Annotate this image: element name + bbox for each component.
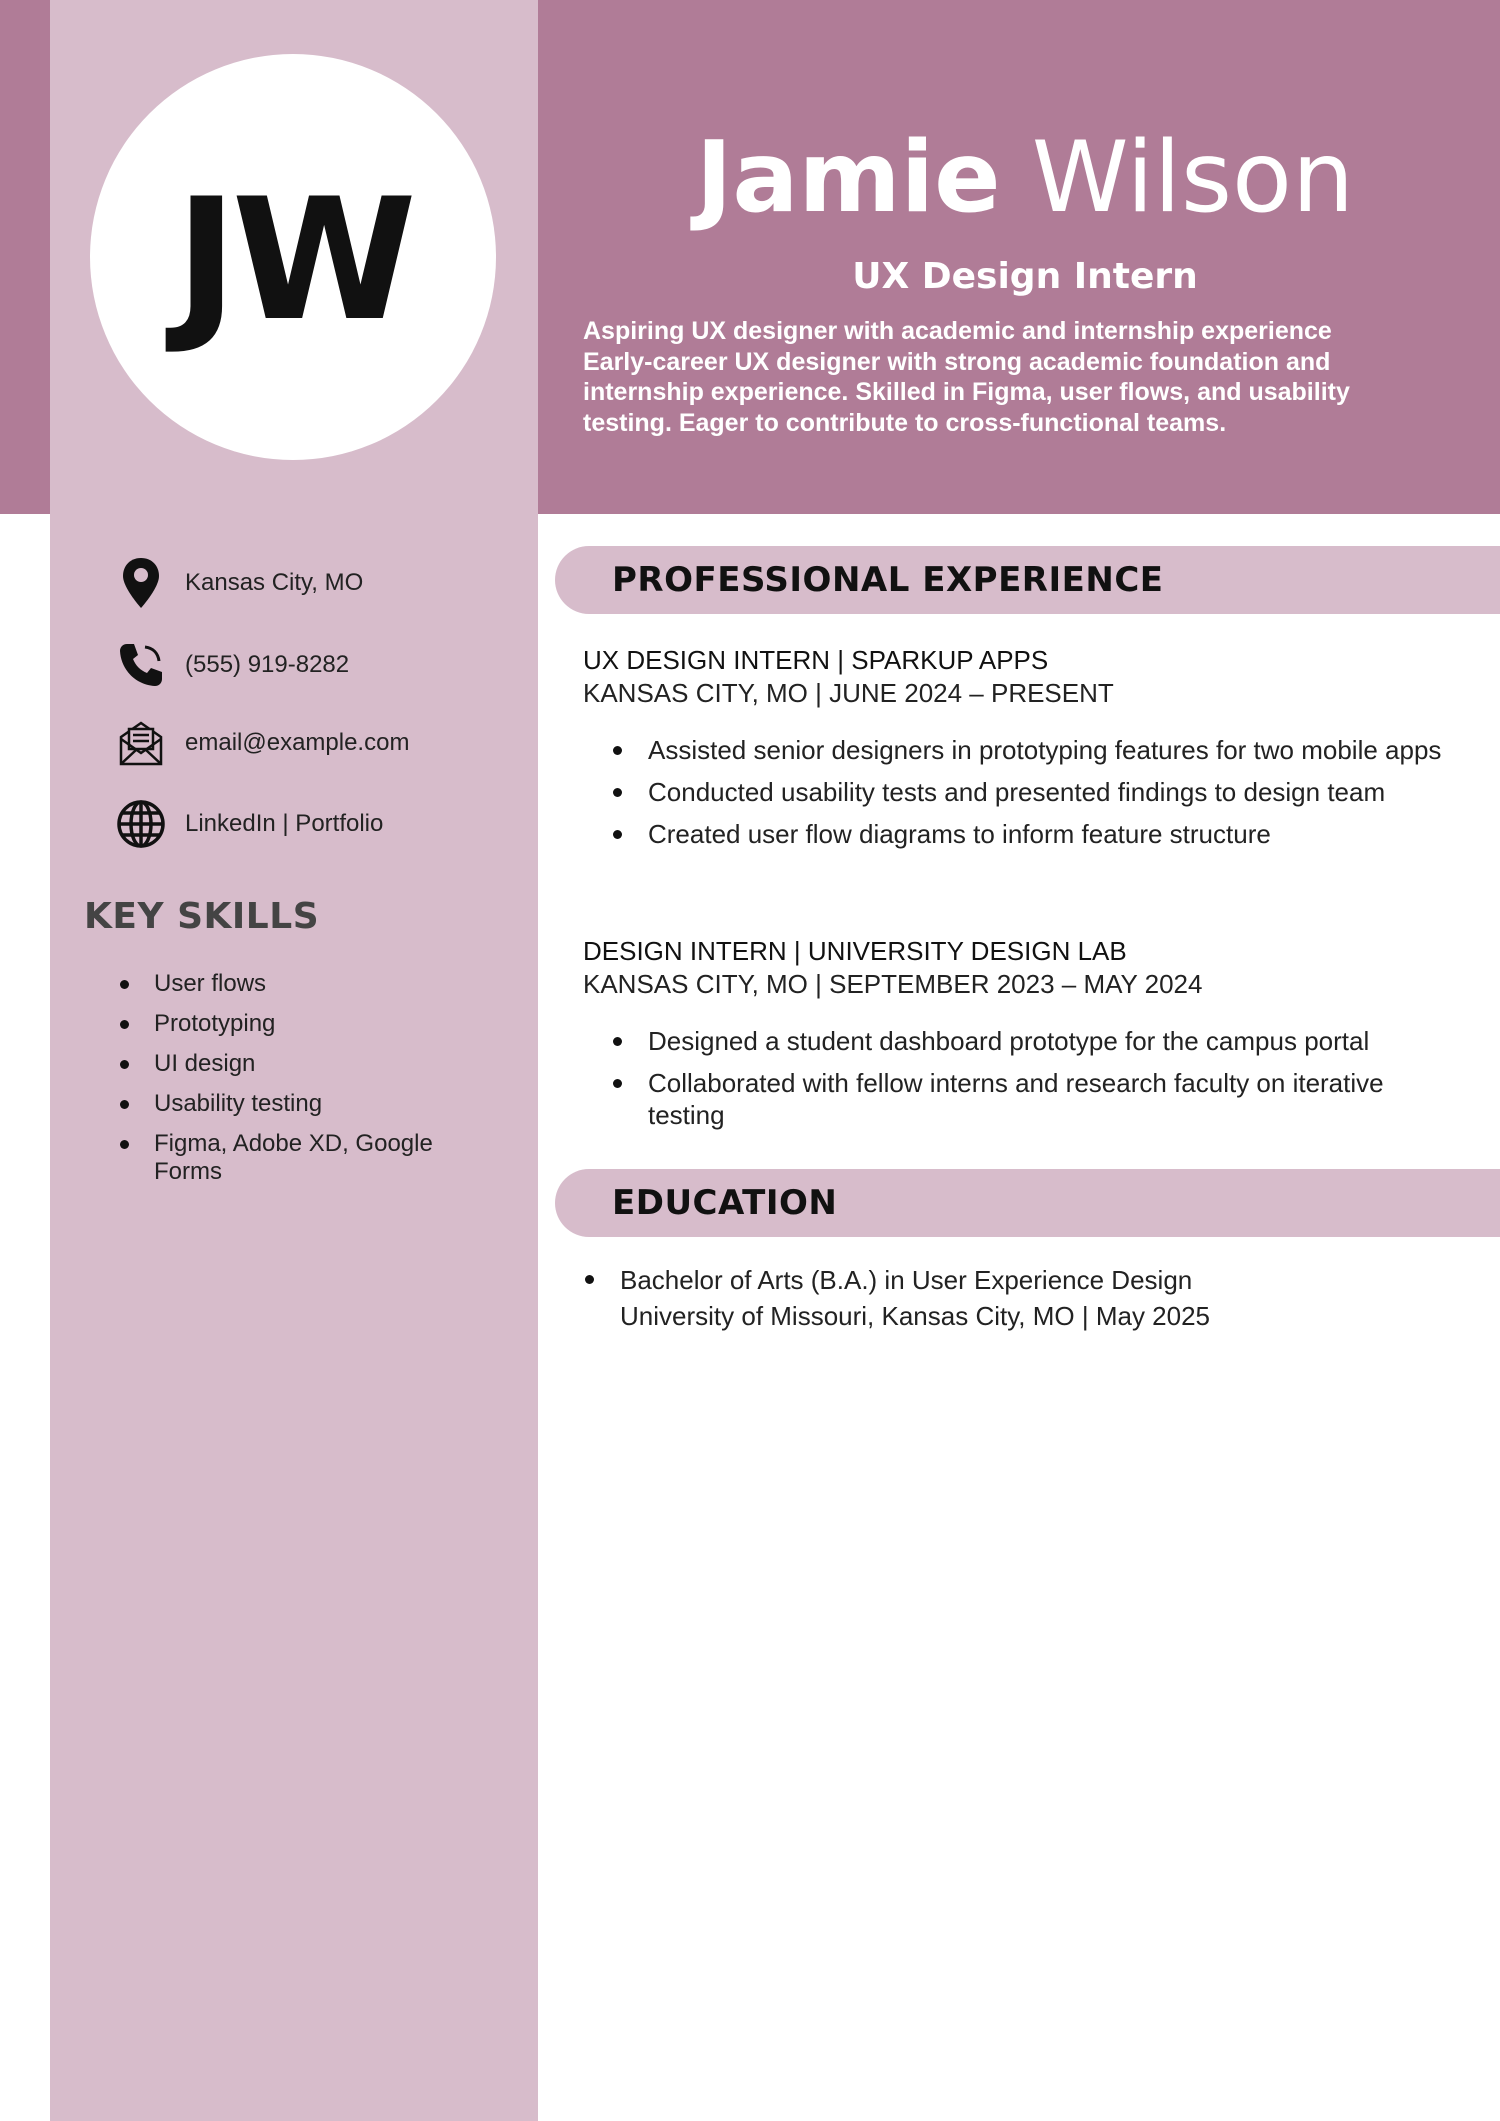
- education-list: [583, 1262, 1483, 1334]
- contact-web-text: LinkedIn | Portfolio: [185, 810, 384, 837]
- job-meta: KANSAS CITY, MO | SEPTEMBER 2023 – MAY 2024: [583, 969, 1203, 999]
- job-bullets: [583, 1025, 1483, 1131]
- monogram-text: JW: [175, 162, 411, 358]
- degree: Bachelor of Arts (B.A.) in User Experience Design: [620, 1265, 1193, 1295]
- list-item: Created user flow diagrams to inform feature structure: [583, 818, 1443, 850]
- summary-line: testing. Eager to contribute to cross-functional teams.: [583, 408, 1227, 437]
- list-item: Prototyping: [118, 1010, 518, 1038]
- list-item: Usability testing: [118, 1090, 518, 1118]
- list-item: User flows: [118, 970, 518, 998]
- monogram-avatar: [90, 54, 496, 460]
- section-title: PROFESSIONAL EXPERIENCE: [612, 560, 1164, 600]
- profile-summary: [583, 316, 1488, 438]
- contact-email[interactable]: [112, 714, 409, 772]
- list-item: Conducted usability tests and presented findings to design team: [583, 776, 1443, 808]
- globe-icon: [112, 795, 170, 853]
- first-name: Jamie: [695, 121, 1001, 235]
- map-pin-icon: [112, 554, 170, 612]
- job-role: UX DESIGN INTERN | SPARKUP APPS: [583, 645, 1049, 675]
- job-title: UX Design Intern: [852, 256, 1198, 297]
- summary-line: Aspiring UX designer with academic and internship experience: [583, 317, 1332, 345]
- contact-location: [112, 554, 363, 612]
- list-item: Designed a student dashboard prototype for the campus portal: [583, 1025, 1443, 1057]
- last-name: Wilson: [1031, 121, 1355, 235]
- job-role: DESIGN INTERN | UNIVERSITY DESIGN LAB: [583, 936, 1127, 966]
- job-meta: KANSAS CITY, MO | JUNE 2024 – PRESENT: [583, 678, 1114, 708]
- contact-location-text: Kansas City, MO: [185, 569, 364, 596]
- skills-list: [118, 970, 518, 1198]
- job-entry: [583, 644, 1483, 860]
- job-entry: [583, 935, 1483, 1141]
- list-item: UI design: [118, 1050, 518, 1078]
- candidate-name: [560, 118, 1490, 238]
- list-item: Collaborated with fellow interns and research faculty on iterative testing: [583, 1067, 1443, 1131]
- list-item: Figma, Adobe XD, Google Forms: [118, 1130, 458, 1186]
- summary-line: Early-career UX designer with strong academic foundation and: [583, 347, 1331, 376]
- contact-phone-text: (555) 919-8282: [185, 651, 350, 678]
- contact-email-text: email@example.com: [185, 729, 410, 756]
- job-bullets: [583, 734, 1483, 850]
- summary-line: internship experience. Skilled in Figma, user flows, and usability: [583, 378, 1350, 406]
- experience-section-header: [555, 546, 1500, 614]
- phone-icon: [112, 636, 170, 694]
- contact-phone[interactable]: [112, 636, 349, 694]
- envelope-icon: [112, 714, 170, 772]
- section-title: EDUCATION: [612, 1183, 838, 1223]
- list-item: Assisted senior designers in prototyping features for two mobile apps: [583, 734, 1443, 766]
- education-section-header: [555, 1169, 1500, 1237]
- school: University of Missouri, Kansas City, MO | May 2025: [620, 1301, 1211, 1331]
- skills-heading: KEY SKILLS: [84, 896, 320, 937]
- contact-web[interactable]: [112, 795, 383, 853]
- list-item: [583, 1262, 1483, 1334]
